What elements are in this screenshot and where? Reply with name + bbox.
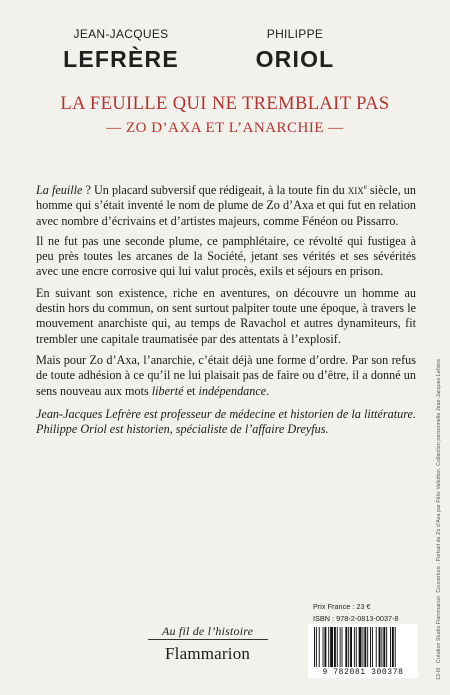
barcode-bar [342,627,343,667]
author-jean-jacques-lefrere [56,26,186,73]
book-title: LA FEUILLE QUI NE TREMBLAIT PAS [60,94,390,114]
barcode-bar [354,627,355,667]
barcode-bar [381,627,382,667]
barcode-bar [328,627,329,667]
author-last-name: ORIOL [255,46,335,72]
barcode-bar [390,627,391,667]
barcode-bar [316,627,317,667]
paragraph-2: Il ne fut pas une seconde plume, ce pamphlétaire, ce révolté qui fustigea à peu près toutes les arcanes de la Société, jetant ses vérités et ses sévérités avec une encre corrosive qui lui valut procès, exils et séjours en prison. [36,233,416,279]
author-last-name: LEFRÈRE [63,46,179,72]
barcode-bar [367,627,368,667]
century-numeral: xix [347,183,364,197]
barcode-bar [330,627,333,667]
barcode-bar [370,627,371,667]
barcode-bar [362,627,363,667]
barcode-bar [350,627,352,667]
barcode-bar [383,627,385,667]
barcode-bar [392,627,394,667]
barcode-bar [348,627,349,667]
collection-rule [148,639,268,640]
barcode-bars [314,627,412,667]
barcode-bar [340,627,341,667]
author-bio: Jean-Jacques Lefrère est professeur de médecine et historien de la littérature. Philippe Oriol est historien, spécialiste de l’affaire Dreyfus. [36,406,416,437]
barcode-bar [334,627,336,667]
barcode-bar [372,627,373,667]
price: Prix France : 23 € [313,602,371,611]
barcode-bar [376,627,377,667]
book-subtitle: — ZO D’AXA ET L’ANARCHIE — [106,120,344,136]
paragraph-1: La feuille ? Un placard subversif que rédigeait, à la toute fin du xix$^e$ siècle, un homme qui s’était inventé le nom de plume de Zo d’Axa et qui fut en relation avec nombre d’écrivains et d’artistes majeurs, comme Fénéon ou Pissarro. [36,182,416,228]
barcode-bar [356,627,357,667]
barcode-bar [324,627,326,667]
barcode [308,624,418,678]
italic-lead: La feuille [36,183,83,197]
barcode-bar [395,627,396,667]
author-philippe-oriol [245,26,345,73]
publisher-name: Flammarion [165,644,251,663]
barcode-bar [314,627,315,667]
barcode-bar [337,627,338,667]
author-first-name: JEAN-JACQUES [73,27,169,41]
paragraph-3: En suivant son existence, riche en aventures, on découvre un homme au destin hors du commun, on sent surtout palpiter toute une époque, à travers le mouvement anarchiste qui, au temps de Ravachol et autres dynamiteurs, fit trembler une capitale traumatisée par des attentats à l’explosif. [36,285,416,346]
isbn: ISBN : 978-2-0813-0037-8 [313,614,399,623]
barcode-digits: 9 782081 300378 [322,668,404,677]
barcode-bar [359,627,362,667]
barcode-bar [364,627,366,667]
title-block [0,92,450,138]
barcode-bar [323,627,324,667]
author-first-name: PHILIPPE [266,27,324,41]
barcode-bar [386,627,387,667]
paragraph-4: Mais pour Zo d’Axa, l’anarchie, c’était déjà une forme d’ordre. Par son refus de toute adhésion à ce qu’il ne lui plaisait pas de faire ou d’être, il a donné un sens nouveau aux mots liberté et indépendance. [36,352,416,398]
barcode-bar [345,627,347,667]
barcode-bar [379,627,381,667]
barcode-bar [319,627,320,667]
back-cover-text [36,183,416,443]
collection-logo [148,624,278,664]
collection-name: Au fil de l’histoire [162,624,254,638]
side-credit: 13-III Création Studio Flammarion Couverture : Portrait de Zo d’Axa par Félix Vallotton. Collection personnelle Jean-Jacques Lefrère [436,358,442,680]
